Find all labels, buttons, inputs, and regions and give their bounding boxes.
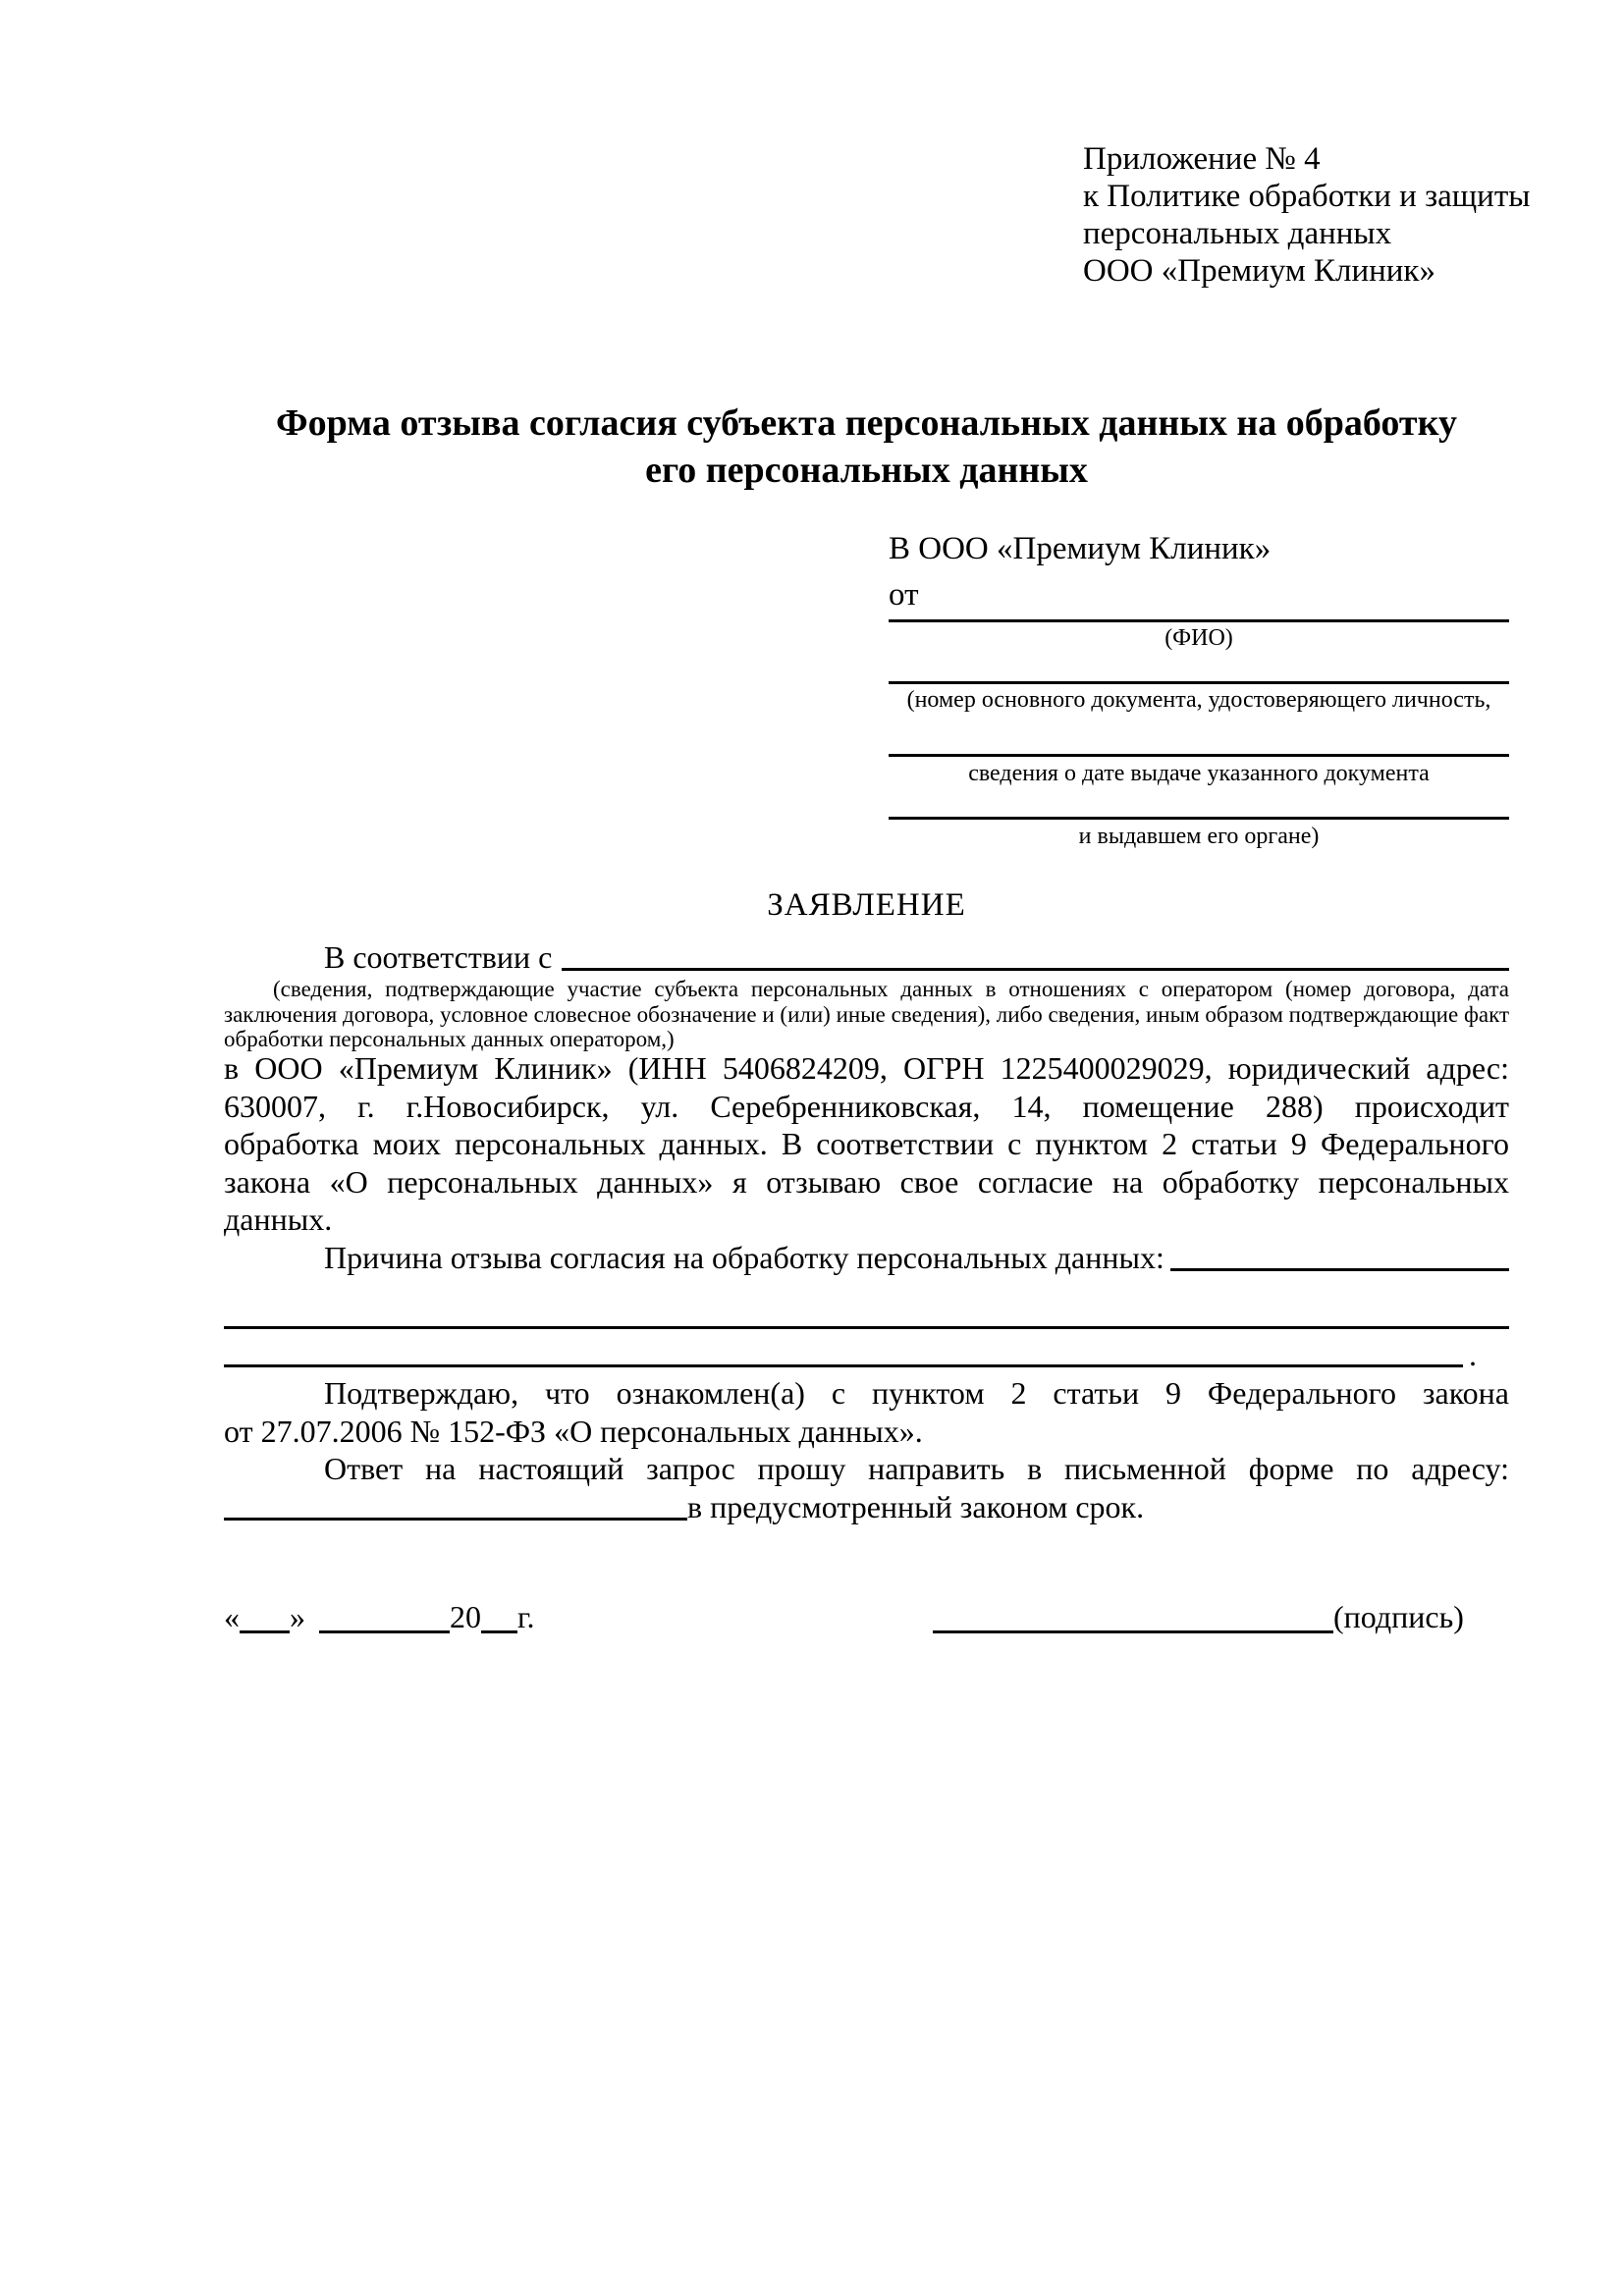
addressee-organization: В ООО «Премиум Клиник» bbox=[889, 531, 1272, 566]
body-line: в ООО «Премиум Клиник» (ИНН 5406824209, ОГРН 1225400029029, юридический адрес: bbox=[224, 1050, 1509, 1086]
issuing-authority-caption: и выдавшем его органе) bbox=[1078, 824, 1320, 849]
reason-end-period: . bbox=[1469, 1337, 1477, 1372]
reason-blank-line-3 bbox=[224, 1364, 1463, 1367]
issue-date-blank-line bbox=[889, 754, 1509, 757]
confirmation-line: от 27.07.2006 № 152-ФЗ «О персональных данных». bbox=[224, 1413, 923, 1449]
reply-address-line bbox=[224, 1488, 1509, 1526]
reason-blank-line bbox=[1170, 1239, 1509, 1271]
appendix-header-line: ООО «Премиум Клиник» bbox=[1083, 253, 1435, 289]
smallprint-note bbox=[224, 977, 1509, 1052]
appendix-header bbox=[1083, 140, 1530, 290]
appendix-header-line: к Политике обработки и защиты bbox=[1083, 179, 1531, 214]
statement-body bbox=[224, 1049, 1509, 1239]
document-title-line2: его персональных данных bbox=[645, 450, 1088, 491]
reply-tail-text: в предусмотренный законом срок. bbox=[687, 1489, 1145, 1524]
body-line: закона «О персональных данных» я отзываю свое согласие на обработку персональных bbox=[224, 1163, 1509, 1200]
body-line: 630007, г. г.Новосибирск, ул. Серебренниковская, 14, помещение 288) происходит bbox=[224, 1088, 1509, 1124]
basis-blank-line bbox=[562, 938, 1509, 971]
document-title-line1: Форма отзыва согласия субъекта персональных данных на обработку bbox=[276, 402, 1457, 444]
intro-line bbox=[224, 938, 1509, 976]
document-number-caption: (номер основного документа, удостоверяющего личность, bbox=[906, 687, 1491, 713]
reason-blank-line-2 bbox=[224, 1326, 1509, 1329]
confirmation-paragraph bbox=[224, 1374, 1509, 1450]
document-title bbox=[224, 400, 1509, 494]
appendix-header-line: Приложение № 4 bbox=[1083, 141, 1321, 177]
reason-line bbox=[224, 1239, 1509, 1277]
quote-close: » bbox=[290, 1599, 305, 1634]
body-line: данных. bbox=[224, 1201, 333, 1237]
smallprint-line: (сведения, подтверждающие участие субъекта персональных данных в отношениях с оператором (номер договора, дата bbox=[273, 977, 1509, 1001]
smallprint-line: заключения договора, условное словесное обозначение и (или) иные сведения), либо сведения, иным образом подтверждающие факт bbox=[224, 1001, 1509, 1027]
address-blank-line bbox=[224, 1488, 687, 1521]
fio-blank-line bbox=[889, 619, 1509, 622]
reason-label: Причина отзыва согласия на обработку персональных данных: bbox=[324, 1240, 1164, 1275]
appendix-header-line: персональных данных bbox=[1083, 216, 1392, 251]
issuing-authority-blank-line bbox=[889, 817, 1509, 820]
month-blank-line bbox=[319, 1599, 450, 1633]
signature-blank-line bbox=[933, 1599, 1333, 1633]
document-number-blank-line bbox=[889, 681, 1509, 684]
fio-caption: (ФИО) bbox=[1164, 625, 1233, 651]
quote-open: « bbox=[224, 1599, 240, 1634]
reply-request-line: Ответ на настоящий запрос прошу направить в письменной форме по адресу: bbox=[324, 1451, 1509, 1486]
year-blank-line bbox=[481, 1599, 517, 1633]
day-blank-line bbox=[240, 1599, 290, 1633]
signature-caption: (подпись) bbox=[1333, 1599, 1464, 1634]
year-prefix: 20 bbox=[450, 1599, 481, 1634]
date-line bbox=[224, 1598, 535, 1635]
addressee-from-label: от bbox=[889, 577, 919, 613]
signature-line bbox=[933, 1598, 1464, 1635]
statement-heading: ЗАЯВЛЕНИЕ bbox=[767, 887, 966, 923]
confirmation-line: Подтверждаю, что ознакомлен(а) с пунктом 2 статьи 9 Федерального закона bbox=[324, 1375, 1509, 1411]
smallprint-line: обработки персональных данных оператором,) bbox=[224, 1027, 675, 1051]
intro-label: В соответствии с bbox=[324, 939, 553, 975]
body-line: обработка моих персональных данных. В соответствии с пунктом 2 статьи 9 Федерального bbox=[224, 1126, 1509, 1161]
issue-date-caption: сведения о дате выдаче указанного документа bbox=[968, 761, 1430, 786]
year-suffix: г. bbox=[517, 1599, 535, 1634]
